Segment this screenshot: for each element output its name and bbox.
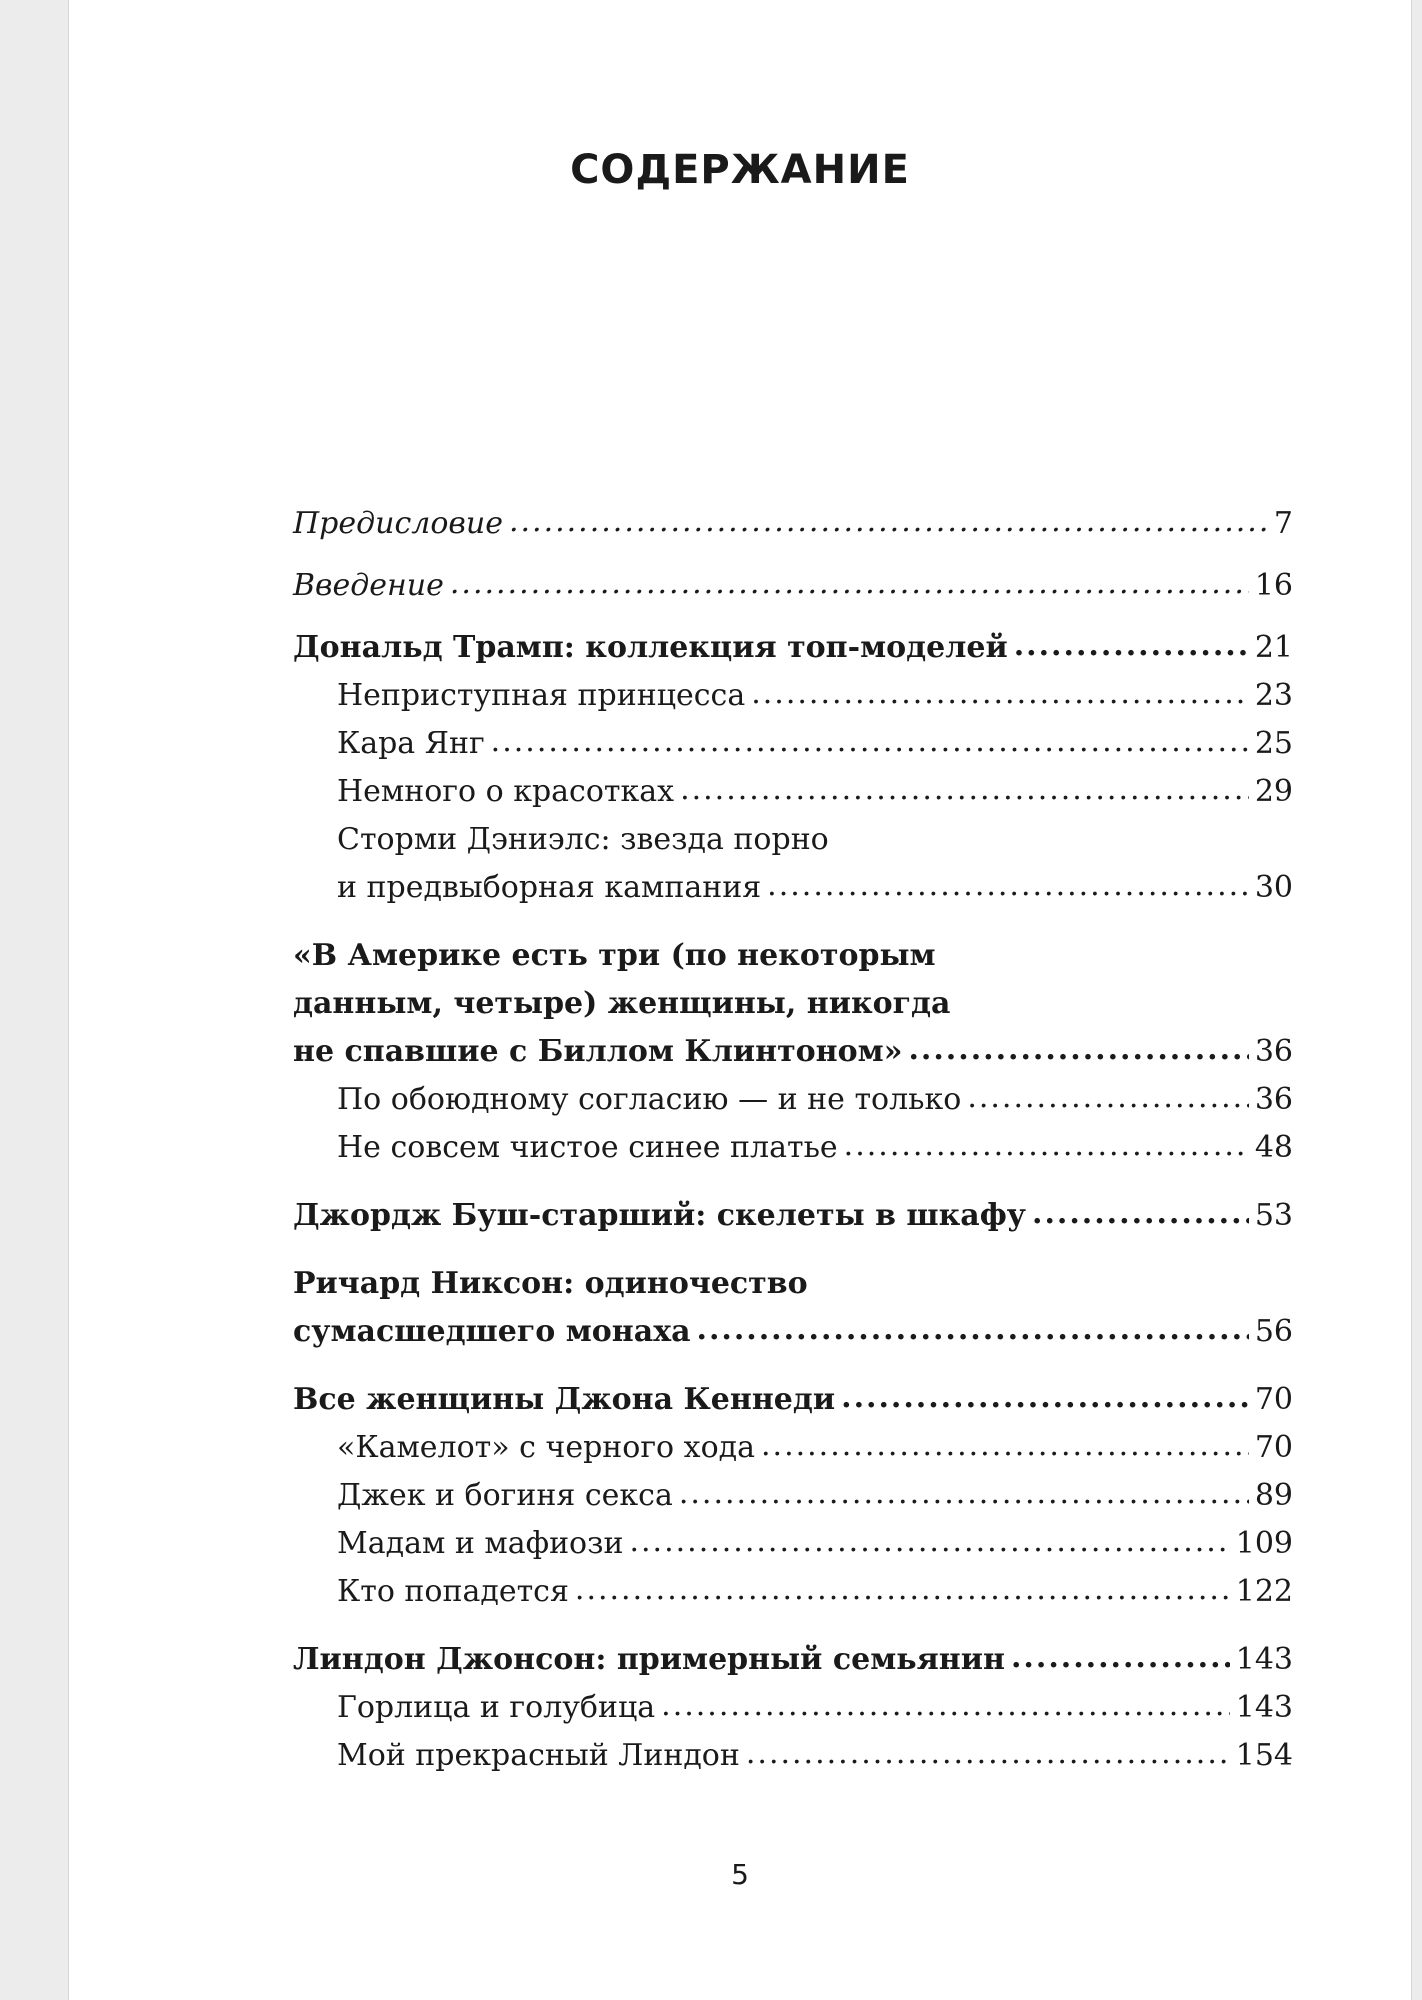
toc-chapter-line — [293, 1260, 1293, 1308]
toc-leader-dots — [680, 766, 1249, 814]
toc-leader-dots — [908, 1026, 1248, 1074]
toc-leader-dots — [751, 670, 1249, 718]
toc-leader-dots — [761, 1422, 1249, 1470]
toc-leader-dots — [575, 1566, 1230, 1614]
toc-chapter — [293, 1308, 1293, 1356]
toc-entry-page: 36 — [1254, 1082, 1293, 1117]
toc-entry-label: Кара Янг — [337, 726, 485, 761]
toc-entry-page: 122 — [1235, 1574, 1293, 1609]
toc-entry-label: данным, четыре) женщины, никогда — [293, 986, 951, 1021]
toc-entry-label: не спавшие с Биллом Клинтоном» — [293, 1034, 903, 1069]
toc-leader-dots — [746, 1730, 1230, 1778]
toc-entry-label: Введение — [293, 568, 444, 603]
toc-subentry — [293, 720, 1293, 768]
toc-chapter — [293, 1192, 1293, 1240]
toc-subentry — [293, 768, 1293, 816]
toc-entry-label: Все женщины Джона Кеннеди — [293, 1382, 836, 1417]
toc-entry-label: Неприступная принцесса — [337, 678, 746, 713]
toc-entry — [293, 562, 1293, 610]
toc-leader-dots — [967, 1074, 1249, 1122]
toc-leader-dots — [450, 560, 1249, 608]
toc-entry-page: 143 — [1235, 1642, 1293, 1677]
toc-leader-dots — [629, 1518, 1229, 1566]
toc-entry-label: Кто попадется — [337, 1574, 569, 1609]
toc-entry-page: 16 — [1254, 568, 1293, 603]
toc-subentry — [293, 1472, 1293, 1520]
toc-entry-label: Линдон Джонсон: примерный семьянин — [293, 1642, 1005, 1677]
toc-entry-label: Предисловие — [293, 506, 503, 541]
toc-entry-page: 29 — [1254, 774, 1293, 809]
toc-entry-page: 21 — [1254, 630, 1293, 665]
toc-entry-label: Дональд Трамп: коллекция топ-моделей — [293, 630, 1008, 665]
toc-leader-dots — [697, 1306, 1249, 1354]
toc-entry-page: 89 — [1254, 1478, 1293, 1513]
page-title: СОДЕРЖАНИЕ — [570, 147, 910, 193]
toc-entry-page: 48 — [1254, 1130, 1293, 1165]
toc-leader-dots — [679, 1470, 1249, 1518]
toc-subentry — [293, 1076, 1293, 1124]
page-number: 5 — [731, 1858, 749, 1891]
toc-leader-dots — [1011, 1634, 1230, 1682]
toc-leader-dots — [661, 1682, 1230, 1730]
toc-subentry-line — [293, 816, 1293, 864]
toc-entry-label: Мой прекрасный Линдон — [337, 1738, 740, 1773]
toc-leader-dots — [844, 1122, 1249, 1170]
toc-leader-dots — [841, 1374, 1249, 1422]
toc-entry-page: 70 — [1254, 1430, 1293, 1465]
toc-subentry — [293, 1520, 1293, 1568]
toc-subentry — [293, 1568, 1293, 1616]
toc-entry-page: 154 — [1235, 1738, 1293, 1773]
toc-entry-label: Мадам и мафиози — [337, 1526, 624, 1561]
toc-chapter — [293, 1376, 1293, 1424]
toc-subentry — [293, 1124, 1293, 1172]
toc-subentry — [293, 864, 1293, 912]
toc-entry — [293, 500, 1293, 548]
toc-entry-label: «Камелот» с черного хода — [337, 1430, 755, 1465]
toc-entry-page: 36 — [1254, 1034, 1293, 1069]
toc-leader-dots — [767, 862, 1249, 910]
toc-entry-label: Горлица и голубица — [337, 1690, 656, 1725]
toc-entry-label: По обоюдному согласию — и не только — [337, 1082, 962, 1117]
toc-entry-page: 25 — [1254, 726, 1293, 761]
toc-entry-page: 23 — [1254, 678, 1293, 713]
toc-entry-label: сумасшедшего монаха — [293, 1314, 691, 1349]
toc-chapter-line — [293, 932, 1293, 980]
toc-entry-label: Не совсем чистое синее платье — [337, 1130, 838, 1165]
toc-chapter — [293, 1636, 1293, 1684]
toc-leader-dots — [509, 498, 1268, 546]
toc-chapter — [293, 1028, 1293, 1076]
toc-entry-label: Ричард Никсон: одиночество — [293, 1266, 808, 1301]
toc-entry-label: и предвыборная кампания — [337, 870, 762, 905]
toc-entry-label: Джек и богиня секса — [337, 1478, 673, 1513]
toc-entry-page: 7 — [1273, 506, 1293, 541]
toc-chapter-line — [293, 980, 1293, 1028]
toc-subentry — [293, 1732, 1293, 1780]
toc-leader-dots — [1014, 622, 1249, 670]
toc-leader-dots — [1032, 1190, 1249, 1238]
toc-entry-label: Сторми Дэниэлс: звезда порно — [337, 822, 829, 857]
toc-entry-page: 56 — [1254, 1314, 1293, 1349]
toc-entry-label: «В Америке есть три (по некоторым — [293, 938, 936, 973]
toc-entry-page: 109 — [1235, 1526, 1293, 1561]
toc-entry-page: 53 — [1254, 1198, 1293, 1233]
toc-entry-label: Джордж Буш-старший: скелеты в шкафу — [293, 1198, 1027, 1233]
toc-subentry — [293, 1424, 1293, 1472]
toc-entry-page: 143 — [1235, 1690, 1293, 1725]
toc-entry-page: 70 — [1254, 1382, 1293, 1417]
book-page — [68, 0, 1412, 2000]
toc-chapter — [293, 624, 1293, 672]
toc-entry-page: 30 — [1254, 870, 1293, 905]
toc-leader-dots — [491, 718, 1249, 766]
toc-entry-label: Немного о красотках — [337, 774, 675, 809]
toc-subentry — [293, 672, 1293, 720]
toc-subentry — [293, 1684, 1293, 1732]
table-of-contents — [293, 500, 1293, 1780]
